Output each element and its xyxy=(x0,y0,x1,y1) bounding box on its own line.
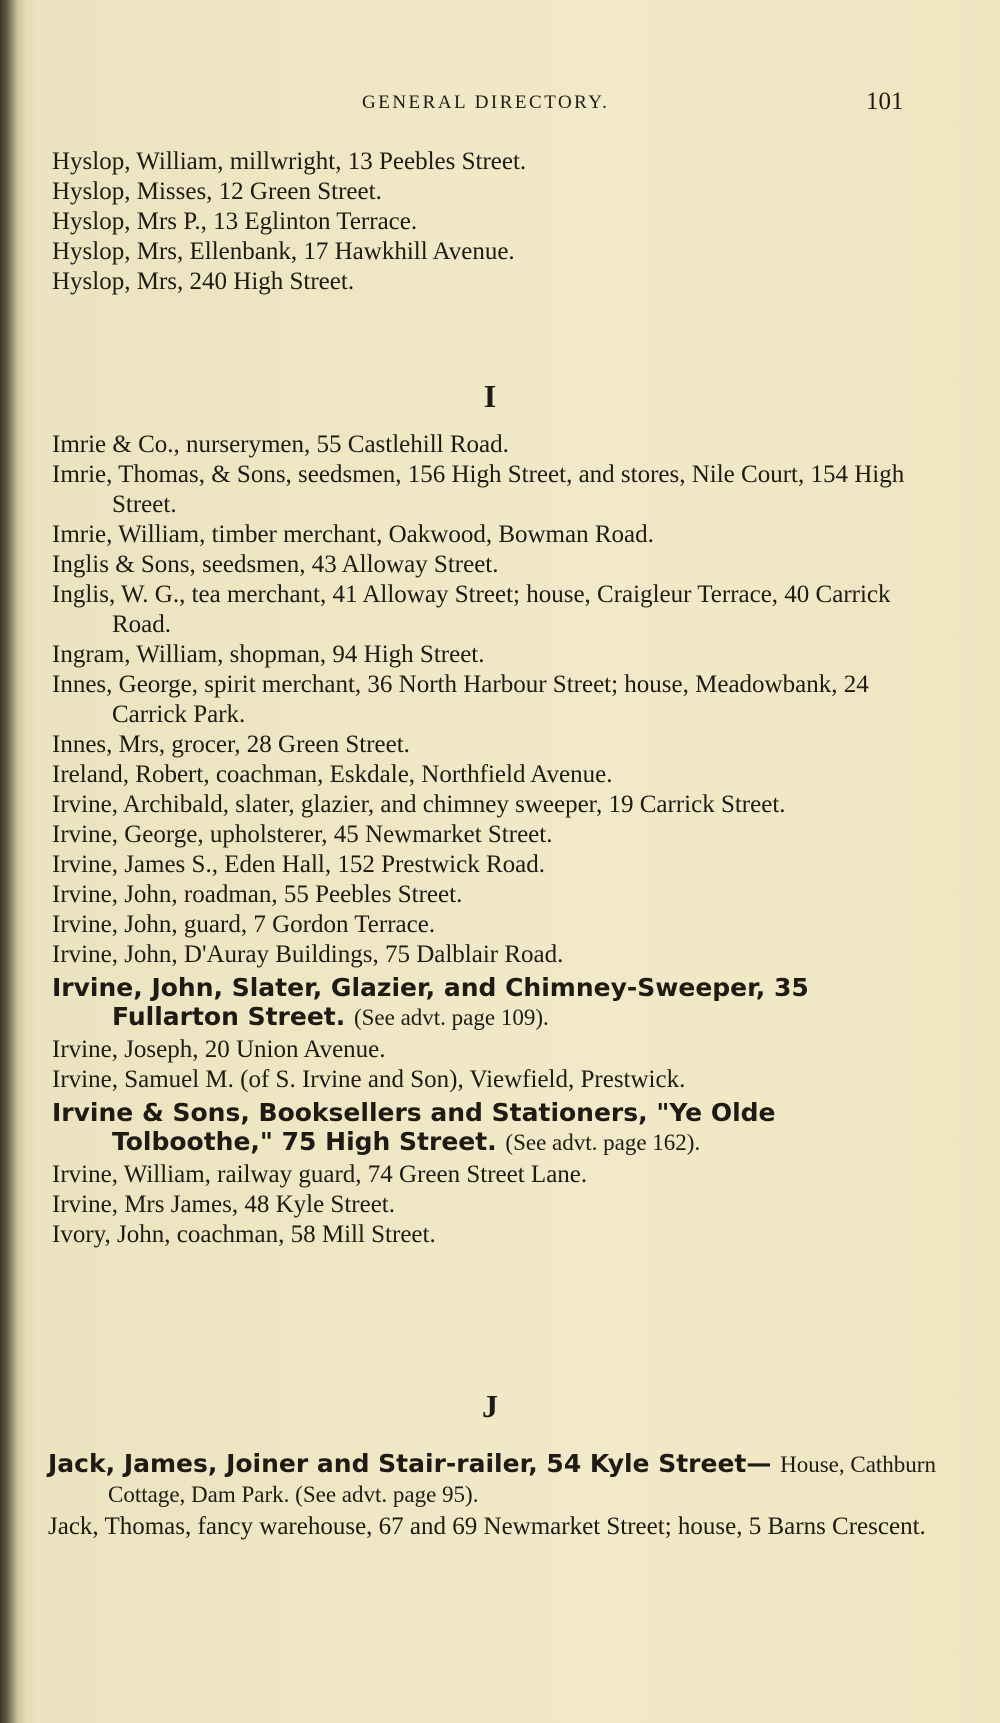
advert-reference: House, Cathburn Cottage, Dam Park. (See advt. page 95). xyxy=(108,1452,936,1507)
entry-text: Irvine, James S., Eden Hall, 152 Prestwick Road. xyxy=(52,851,545,878)
page-header xyxy=(0,88,1000,118)
directory-entry xyxy=(52,1095,940,1160)
directory-entry xyxy=(52,910,940,940)
directory-entry xyxy=(52,207,940,237)
letter-heading-j xyxy=(0,1388,1000,1425)
entry-text: Irvine, John, guard, 7 Gordon Terrace. xyxy=(52,911,436,938)
directory-entry xyxy=(52,267,940,297)
entry-text: Hyslop, Misses, 12 Green Street. xyxy=(52,178,382,205)
directory-entry xyxy=(52,820,940,850)
directory-entry xyxy=(48,1512,940,1542)
advert-reference: (See advt. page 162). xyxy=(505,1130,701,1155)
directory-entry xyxy=(52,550,940,580)
directory-entry xyxy=(52,237,940,267)
letter-heading-i-text: I xyxy=(483,378,497,414)
j-entry-list xyxy=(48,1446,940,1542)
entry-text: Hyslop, Mrs, 240 High Street. xyxy=(52,268,355,295)
h-continued-section xyxy=(0,147,1000,297)
directory-entry xyxy=(52,1160,940,1190)
directory-entry xyxy=(52,730,940,760)
directory-entry xyxy=(52,147,940,177)
entry-text: Ingram, William, shopman, 94 High Street. xyxy=(52,641,485,668)
advert-reference: (See advt. page 109). xyxy=(353,1005,549,1030)
entry-text: Irvine, John, Slater, Glazier, and Chimney-Sweeper, 35 Fullarton Street. xyxy=(52,973,809,1031)
entry-text: Ireland, Robert, coachman, Eskdale, Northfield Avenue. xyxy=(52,761,613,788)
directory-entry xyxy=(52,430,940,460)
entry-text: Hyslop, Mrs P., 13 Eglinton Terrace. xyxy=(52,208,418,235)
entry-text: Jack, Thomas, fancy warehouse, 67 and 69 Newmarket Street; house, 5 Barns Crescent. xyxy=(48,1513,926,1540)
directory-entry xyxy=(52,790,940,820)
j-section xyxy=(0,1446,1000,1542)
i-entry-list xyxy=(52,430,940,1250)
directory-entry xyxy=(52,850,940,880)
entry-text: Irvine, Mrs James, 48 Kyle Street. xyxy=(52,1191,395,1218)
directory-entry xyxy=(52,1035,940,1065)
directory-entry xyxy=(52,1190,940,1220)
directory-entry xyxy=(52,970,940,1035)
entry-text: Irvine, Joseph, 20 Union Avenue. xyxy=(52,1036,386,1063)
directory-entry xyxy=(52,670,940,730)
i-section xyxy=(0,430,1000,1250)
entry-text: Innes, George, spirit merchant, 36 North Harbour Street; house, Meadowbank, 24 Carrick Park. xyxy=(52,671,869,728)
entry-text: Irvine, Archibald, slater, glazier, and chimney sweeper, 19 Carrick Street. xyxy=(52,791,786,818)
entry-text: Inglis, W. G., tea merchant, 41 Alloway Street; house, Craigleur Terrace, 40 Carrick Road. xyxy=(52,581,891,638)
directory-entry xyxy=(52,520,940,550)
entry-text: Irvine, William, railway guard, 74 Green Street Lane. xyxy=(52,1161,588,1188)
entry-text: Innes, Mrs, grocer, 28 Green Street. xyxy=(52,731,410,758)
entry-text: Irvine, John, D'Auray Buildings, 75 Dalblair Road. xyxy=(52,941,564,968)
directory-entry xyxy=(52,1065,940,1095)
entry-text: Hyslop, William, millwright, 13 Peebles Street. xyxy=(52,148,527,175)
directory-entry xyxy=(52,1220,940,1250)
page-number: 101 xyxy=(866,88,904,115)
directory-entry xyxy=(52,880,940,910)
entry-text: Hyslop, Mrs, Ellenbank, 17 Hawkhill Avenue. xyxy=(52,238,515,265)
entry-text: Jack, James, Joiner and Stair-railer, 54 Kyle Street— xyxy=(48,1449,772,1478)
entry-text: Irvine & Sons, Booksellers and Stationers, "Ye Olde Tolboothe," 75 High Street. xyxy=(52,1098,776,1156)
directory-entry xyxy=(52,177,940,207)
entry-text: Ivory, John, coachman, 58 Mill Street. xyxy=(52,1221,436,1248)
h-entry-list xyxy=(52,147,940,297)
entry-text: Irvine, John, roadman, 55 Peebles Street. xyxy=(52,881,463,908)
entry-text: Imrie & Co., nurserymen, 55 Castlehill Road. xyxy=(52,431,509,458)
directory-entry xyxy=(52,640,940,670)
letter-heading-i xyxy=(0,378,1000,415)
directory-entry xyxy=(52,760,940,790)
entry-text: Inglis & Sons, seedsmen, 43 Alloway Street. xyxy=(52,551,499,578)
directory-entry xyxy=(48,1446,940,1512)
directory-entry xyxy=(52,940,940,970)
directory-entry xyxy=(52,460,940,520)
letter-heading-j-text: J xyxy=(482,1388,498,1424)
running-title: GENERAL DIRECTORY. xyxy=(362,92,610,113)
directory-entry xyxy=(52,580,940,640)
entry-text: Irvine, George, upholsterer, 45 Newmarket Street. xyxy=(52,821,553,848)
entry-text: Irvine, Samuel M. (of S. Irvine and Son), Viewfield, Prestwick. xyxy=(52,1066,686,1093)
entry-text: Imrie, William, timber merchant, Oakwood, Bowman Road. xyxy=(52,521,654,548)
entry-text: Imrie, Thomas, & Sons, seedsmen, 156 High Street, and stores, Nile Court, 154 High Street. xyxy=(52,461,905,518)
